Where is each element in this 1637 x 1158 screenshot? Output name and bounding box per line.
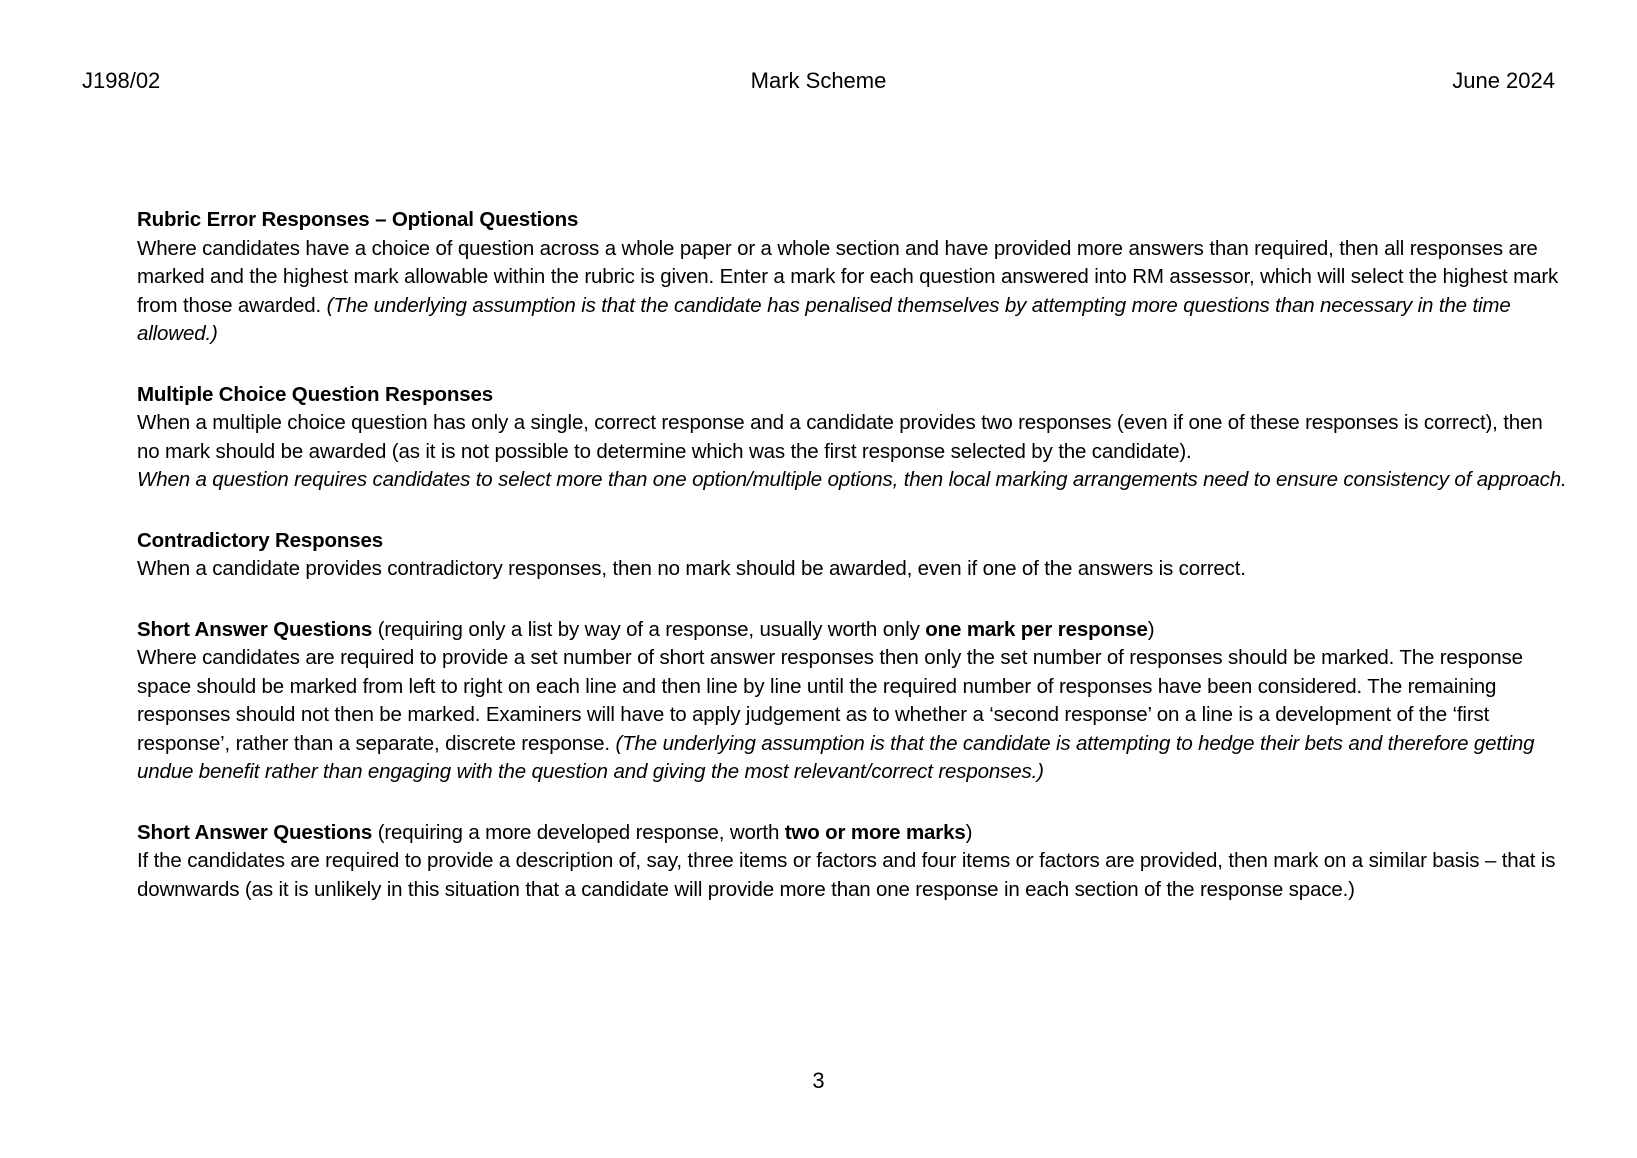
section-body: When a candidate provides contradictory responses, then no mark should be awarded, even if one of the answers is correct. bbox=[137, 557, 1246, 580]
heading-qualifier-bold: two or more marks bbox=[784, 820, 966, 844]
section-text bbox=[137, 235, 1567, 349]
section-rubric-error bbox=[137, 206, 1567, 349]
section-note: When a question requires candidates to select more than one option/multiple options, then local marking arrangements need to ensure consistency of approach. bbox=[137, 468, 1567, 491]
section-body: Where candidates are required to provide a set number of short answer responses then only the set number of responses should be marked. The response space should be marked from left to right on each line and then line by line until the required number of responses have been considered. The remaining responses should not then be marked. Examiners will have to apply judgement as to whether a ‘second response’ on a line is a development of the ‘first response’, rather than a separate, discrete response. bbox=[137, 646, 1523, 755]
section-heading-line bbox=[137, 616, 1567, 645]
section-body: Where candidates have a choice of question across a whole paper or a whole section and have provided more answers than required, then all responses are marked and the highest mark allowable within the rubric is given. Enter a mark for each question answered into RM assessor, which will select the highest mark from those awarded. bbox=[137, 236, 1559, 317]
section-heading: Short Answer Questions bbox=[137, 617, 373, 641]
section-contradictory bbox=[137, 527, 1567, 584]
section-heading-line bbox=[137, 819, 1567, 848]
heading-qualifier-end: ) bbox=[965, 820, 973, 844]
heading-qualifier: (requiring a more developed response, worth bbox=[372, 820, 785, 844]
section-heading: Multiple Choice Question Responses bbox=[137, 382, 493, 406]
section-body: When a multiple choice question has only a single, correct response and a candidate provides two responses (even if one of these responses is correct), then no mark should be awarded (as it is not possible to determine which was the first response selected by the candidate). bbox=[137, 411, 1543, 463]
section-note: (The underlying assumption is that the candidate has penalised themselves by attempting more questions than necessary in the time allowed.) bbox=[137, 293, 1511, 345]
section-heading: Rubric Error Responses – Optional Questions bbox=[137, 208, 579, 231]
section-body: If the candidates are required to provide a description of, say, three items or factors and four items or factors are provided, then mark on a similar basis – that is downwards (as it is unlikely in this situation that a candidate will provide more than one response in each section of the response space.) bbox=[137, 849, 1556, 901]
page-header bbox=[82, 68, 1555, 98]
section-multiple-choice bbox=[137, 381, 1567, 495]
section-heading: Short Answer Questions bbox=[137, 820, 373, 844]
heading-qualifier-end: ) bbox=[1147, 617, 1155, 641]
document-body bbox=[137, 206, 1567, 936]
section-heading: Contradictory Responses bbox=[137, 528, 384, 552]
page-number: 3 bbox=[812, 1068, 825, 1093]
section-text bbox=[137, 644, 1567, 787]
heading-qualifier-bold: one mark per response bbox=[925, 617, 1148, 641]
heading-qualifier: (requiring only a list by way of a response, usually worth only bbox=[372, 617, 926, 641]
section-short-answer-list bbox=[137, 616, 1567, 787]
paper-code: J198/02 bbox=[82, 68, 161, 93]
document-title: Mark Scheme bbox=[750, 68, 887, 93]
section-note: (The underlying assumption is that the candidate is attempting to hedge their bets and therefore getting undue benefit rather than engaging with the question and giving the most relevant/correct responses.) bbox=[137, 731, 1535, 783]
exam-date: June 2024 bbox=[1452, 68, 1555, 93]
section-short-answer-developed bbox=[137, 819, 1567, 905]
